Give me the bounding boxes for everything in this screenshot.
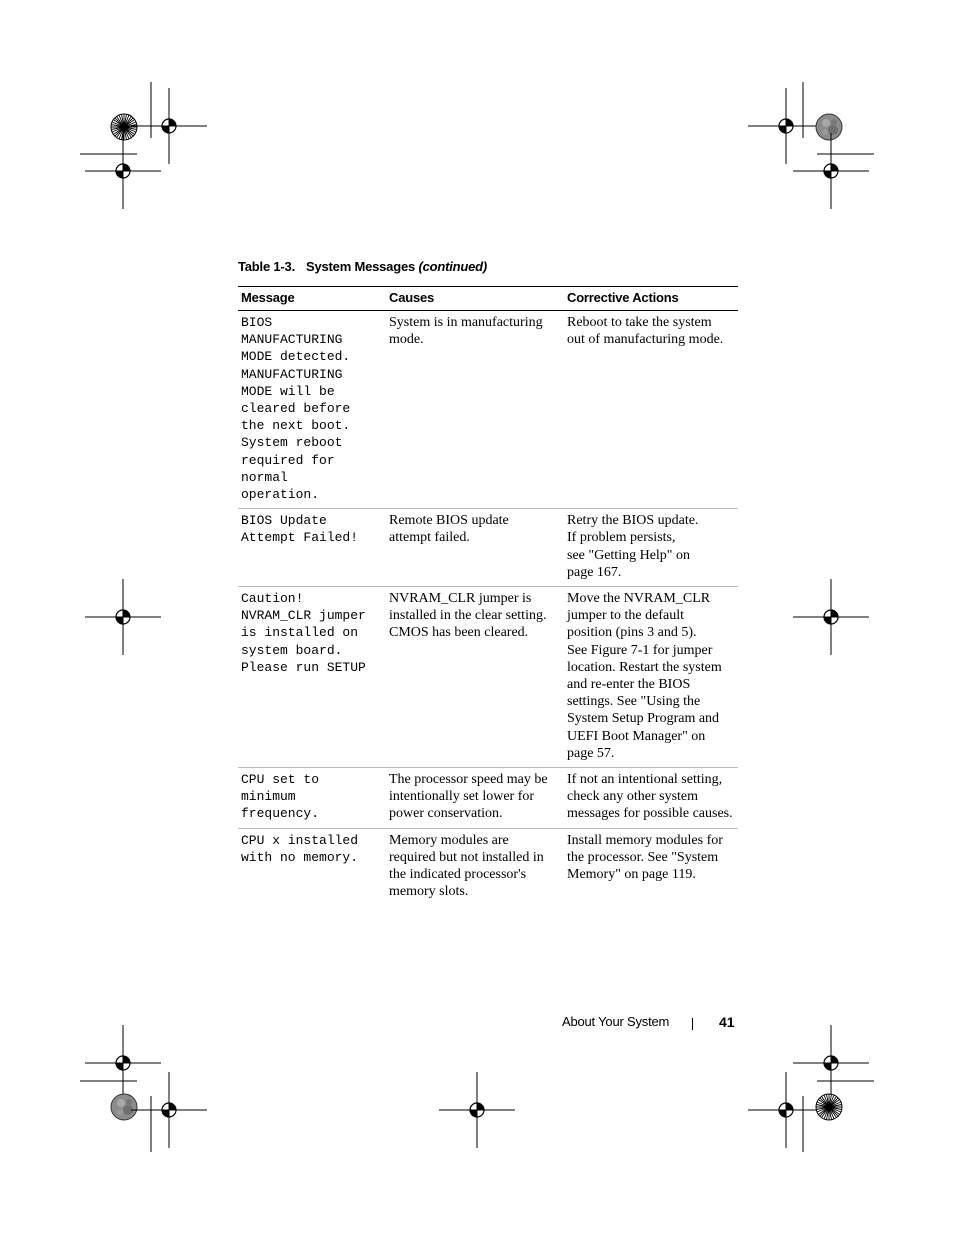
table-number: Table 1-3. (238, 259, 296, 274)
table-row (238, 509, 738, 587)
page-number: 41 (719, 1014, 735, 1030)
cause-cell: System is in manufacturing mode. (386, 311, 564, 509)
table-caption (238, 259, 487, 274)
table-row (238, 768, 738, 829)
message-cell: BIOS MANUFACTURING MODE detected. MANUFACTURING MODE will be cleared before the next boot. System reboot required for normal operation. (238, 311, 386, 509)
cause-cell: The processor speed may be intentionally set lower for power conservation. (386, 768, 564, 829)
table-row (238, 587, 738, 768)
message-cell: Caution! NVRAM_CLR jumper is installed on system board. Please run SETUP (238, 587, 386, 768)
table-continued-label: (continued) (418, 259, 488, 274)
footer-section-title: About Your System (562, 1014, 670, 1029)
action-cell: Install memory modules for the processor. See "System Memory" on page 119. (567, 832, 723, 883)
header-causes: Causes (386, 287, 564, 311)
cause-cell: NVRAM_CLR jumper is installed in the clear setting. CMOS has been cleared. (386, 587, 564, 768)
header-message: Message (238, 287, 386, 311)
table-row (238, 311, 738, 509)
message-cell: BIOS Update Attempt Failed! (238, 509, 386, 587)
cause-cell: Memory modules are required but not installed in the indicated processor's memory slots. (389, 832, 544, 900)
message-cell: CPU x installed with no memory. (241, 832, 359, 865)
system-messages-table (238, 286, 738, 906)
footer-separator (692, 1018, 693, 1030)
action-cell: Move the NVRAM_CLR jumper to the default position (pins 3 and 5). See Figure 7-1 for jumper location. Restart the system and re-enter the BIOS settings. See "Using the System Setup Program and UEFI Boot Manager" on page 57. (564, 587, 738, 768)
table-header-row (238, 287, 738, 311)
cause-cell: Remote BIOS update attempt failed. (386, 509, 564, 587)
action-cell: Retry the BIOS update. If problem persists, see "Getting Help" on page 167. (564, 509, 738, 587)
table-title: System Messages (306, 259, 416, 274)
header-corrective-actions: Corrective Actions (564, 287, 738, 311)
table-row (238, 828, 738, 905)
message-cell: CPU set to minimum frequency. (238, 768, 386, 829)
action-cell: If not an intentional setting, check any other system messages for possible causes. (564, 768, 738, 829)
action-cell: Reboot to take the system out of manufacturing mode. (564, 311, 738, 509)
